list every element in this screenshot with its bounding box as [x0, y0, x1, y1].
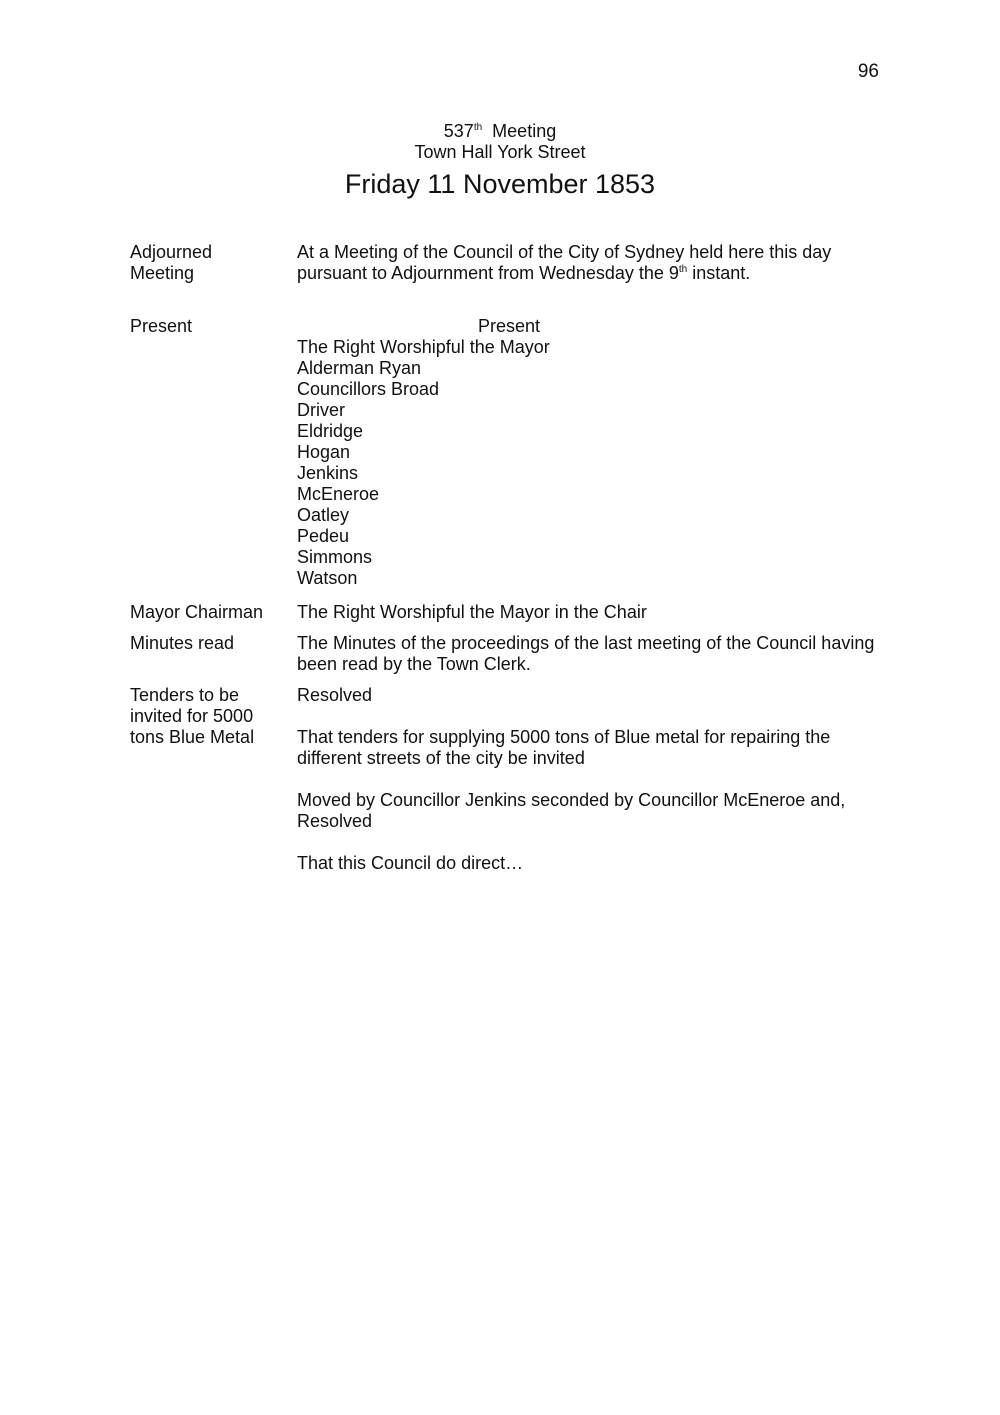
adjourned-text	[297, 242, 897, 284]
page-number: 96	[857, 61, 879, 82]
margin-note-present: Present	[130, 316, 193, 336]
margin-note-tenders	[130, 685, 290, 748]
attendee-name: Jenkins	[297, 463, 359, 483]
spacer	[297, 832, 897, 853]
body-line: been read by the Town Clerk.	[297, 654, 531, 674]
attendee-name: Councillors Broad	[297, 379, 440, 399]
margin-text: Tenders to be	[130, 685, 240, 705]
meeting-word: Meeting	[492, 121, 557, 141]
spacer	[297, 769, 897, 790]
attendee-name: McEneroe	[297, 484, 380, 504]
attendee-name: Oatley	[297, 505, 350, 525]
body-line: different streets of the city be invited	[297, 748, 585, 768]
body-line: Resolved	[297, 811, 373, 831]
body-line	[297, 263, 897, 284]
body-line: That tenders for supplying 5000 tons of Blue metal for repairing the	[297, 727, 831, 747]
body-line: Moved by Councillor Jenkins seconded by Councillor McEneroe and,	[297, 790, 846, 810]
body-text: pursuant to Adjournment from Wednesday the 9	[297, 263, 679, 283]
meeting-date: Friday 11 November 1853	[344, 169, 656, 199]
attendee-name: Eldridge	[297, 421, 364, 441]
meeting-location: Town Hall York Street	[414, 142, 586, 162]
spacer	[297, 706, 897, 727]
tenders-text	[297, 685, 897, 874]
body-line: That this Council do direct…	[297, 853, 524, 873]
present-heading: Present	[478, 316, 541, 336]
body-text: instant.	[687, 263, 751, 283]
margin-text: invited for 5000	[130, 706, 254, 726]
attendee-name: The Right Worshipful the Mayor	[297, 337, 550, 357]
attendee-list	[297, 337, 897, 589]
attendee-name: Pedeu	[297, 526, 350, 546]
margin-text: Adjourned	[130, 242, 213, 262]
attendee-name: Hogan	[297, 442, 351, 462]
ordinal-suffix: th	[678, 264, 688, 275]
body-line: At a Meeting of the Council of the City of Sydney held here this day	[297, 242, 832, 262]
meeting-number-suffix: th	[473, 122, 483, 133]
attendee-name: Driver	[297, 400, 345, 420]
attendee-name: Watson	[297, 568, 358, 588]
meeting-number: 537	[443, 121, 474, 141]
attendee-name: Simmons	[297, 547, 373, 567]
margin-text: Meeting	[130, 263, 195, 283]
meeting-header	[0, 121, 1000, 201]
margin-note-adjourned	[130, 242, 290, 284]
resolved-label: Resolved	[297, 685, 373, 705]
chairman-text: The Right Worshipful the Mayor in the Chair	[297, 602, 647, 622]
minutes-text	[297, 633, 897, 675]
meeting-number-line	[0, 121, 1000, 142]
attendee-name: Alderman Ryan	[297, 358, 422, 378]
present-list	[297, 316, 897, 589]
body-line: The Minutes of the proceedings of the last meeting of the Council having	[297, 633, 875, 653]
margin-note-chairman: Mayor Chairman	[130, 602, 264, 622]
margin-note-minutes: Minutes read	[130, 633, 235, 653]
margin-text: tons Blue Metal	[130, 727, 255, 747]
